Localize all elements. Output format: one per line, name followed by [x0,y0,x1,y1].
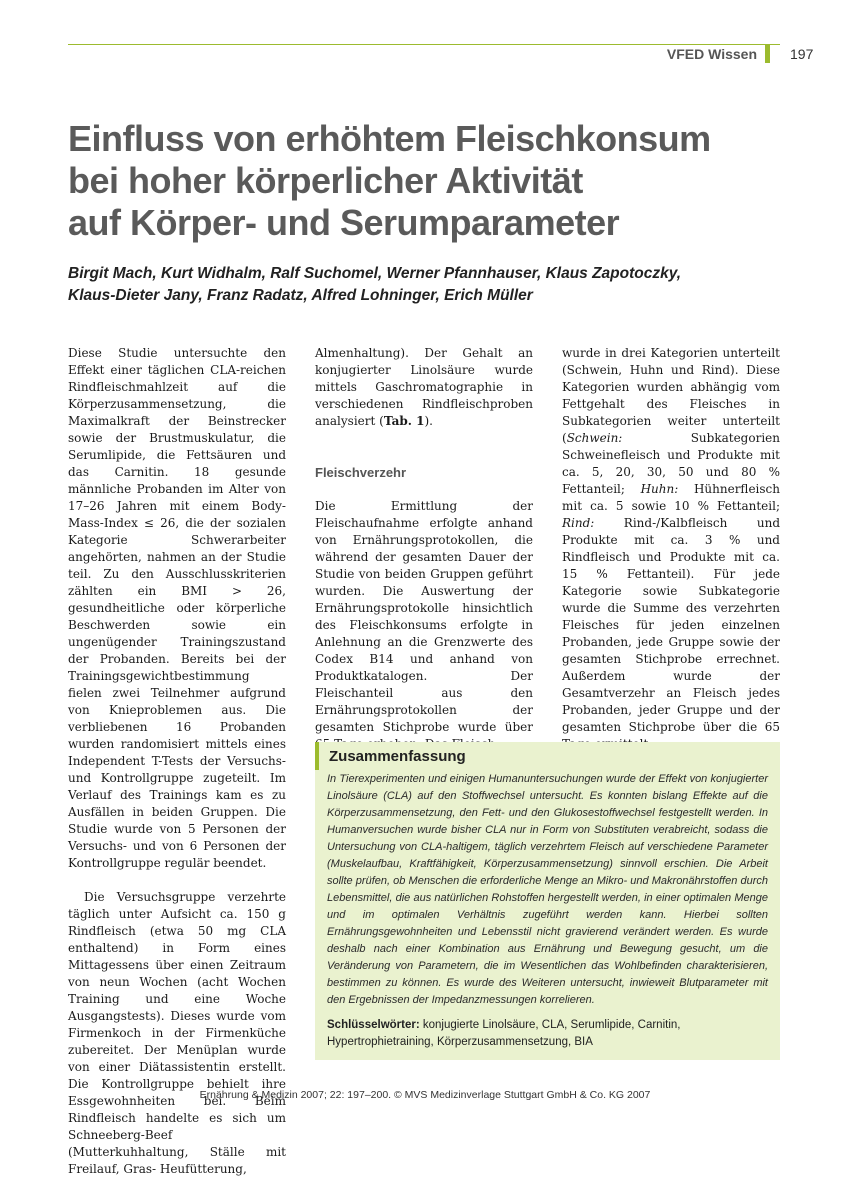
body-paragraph: Die Versuchsgruppe verzehrte täglich unter Aufsicht ca. 150 g Rindfleisch (etwa 50 mg CLA enthaltend) in Form eines Mittagessens über einen Zeitraum von neun Wochen (acht Wochen Training und eine Woche Ausgangstests). Dieses wurde vom Firmenkoch in der Firmenküche zubereitet. Der Menüplan wurde von einer Diätassistentin erstellt. Die Kontrollgruppe behielt ihre Essgewohnheiten bei. Beim Rindfleisch handelte es sich um Schneeberg-Beef (Mutterkuhhaltung, Ställe mit Freilauf, Gras- Heufütterung, [68,890,286,1176]
abstract-text: In Tierexperimenten und einigen Humanuntersuchungen wurde der Effekt von konjugierter Linolsäure (CLA) auf den Stoffwechsel untersucht. Es konnten bislang Effekte auf die Körperzusammensetzung, den Fett- und den Glukosestoffwechsel festgestellt werden. In Humanversuchen wurde bisher CLA nur in Form von Substituten verabreicht, sodass die Untersuchung von CLA-haltigem, täglich verzehrtem Fleisch auf verschiedene Parameter (Muskelaufbau, Kraftfähigkeit, Körperzusammensetzung) sinnvoll erschien. Die Arbeit sollte prüfen, ob Menschen die erforderliche Menge an Mikro- und Makronährstoffen durch Lebensmittel, die aus natürlichen Rohstoffen hergestellt werden, in einer optimalen Menge und im optimalen Verhältnis zugeführt werden kann. Hierbei sollten Ernährungsgewohnheiten und Lebensstil nicht gravierend verändert werden. Es wurde deshalb nach einer Kombination aus Ernährung und Bewegung gesucht, um die Veränderung von Parametern, die im Wesentlichen das Wohlbefinden charakterisieren, bestimmen zu können. Es wurde des Weiteren untersucht, inwieweit Blutparameter mit den Ergebnissen der Impedanzmessungen korrelieren. [327,773,768,1006]
table-reference-link[interactable]: Tab. 1 [383,414,425,428]
body-paragraph: Diese Studie untersuchte den Effekt einer täglichen CLA-reichen Rindfleischmahlzeit auf die Körperzusammensetzung, die Maximalkraft der Beinstrecker sowie der Brustmuskulatur, die Serumlipide, die Fettsäuren und das Carnitin. 18 gesunde männliche Probanden im Alter von 17–26 Jahren mit einem Body-Mass-Index ≤ 26, die der sozialen Kategorie Schwerarbeiter angehörten, nahmen an der Studie teil. Zu den Ausschlusskriterien zählten ein BMI > 26, gesundheitliche oder körperliche Beschwerden sowie ein ungenügender Trainingszustand der Probanden. Bereits bei der Trainingsgewichtbestimmung fielen zwei Teilnehmer aufgrund von Knieproblemen aus. Die verbliebenen 16 Probanden wurden randomisiert mittels eines Independent T-Tests der Versuchs- und Kontrollgruppe zugeteilt. Im Verlauf des Trainings kam es zu Ausfällen in beiden Gruppen. Die Studie wurde von 5 Personen der Versuchs- und von 6 Personen der Kontrollgruppe regulär beendet. [68,346,286,870]
abstract-title: Zusammenfassung [329,748,466,765]
abstract-accent-bar [315,742,319,770]
abstract-box [315,742,780,1060]
text-column-2 [315,345,533,753]
page-number: 197 [790,46,814,62]
keywords: Schlüsselwörter: konjugierte Linolsäure, CLA, Serumlipide, Carnitin, Hypertrophietraining, Körperzusammensetzung, BIA [327,1019,681,1048]
citation-footer: Ernährung & Medizin 2007; 22: 197–200. © MVS Medizinverlage Stuttgart GmbH & Co. KG 2007 [199,1089,651,1101]
text-column-3 [562,345,780,753]
text-column-1 [68,345,286,1178]
author-list: Birgit Mach, Kurt Widhalm, Ralf Suchomel, Werner Pfannhauser, Klaus Zapotoczky, Klaus-Dieter Jany, Franz Radatz, Alfred Lohninger, Erich Müller [68,265,682,304]
body-paragraph: Almenhaltung). Der Gehalt an konjugierter Linolsäure wurde mittels Gaschromatographie in verschiedenen Rindfleischproben analysiert (Tab. 1). [315,346,533,428]
journal-section-label: VFED Wissen [667,45,770,63]
body-paragraph: wurde in drei Kategorien unterteilt (Schwein, Huhn und Rind). Diese Kategorien wurden abhängig vom Fettgehalt des Fleisches in Subkategorien weiter unterteilt (Schwein: Subkategorien Schweinefleisch und Produkte mit ca. 5, 20, 30, 50 und 80 % Fettanteil; Huhn: Hühnerfleisch mit ca. 5 sowie 10 % Fettanteil; Rind: Rind-/Kalbfleisch und Produkte mit ca. 3 % und Rindfleisch und Produkte mit ca. 15 % Fettanteil). Für jede Kategorie sowie Subkategorie wurde die Summe des verzehrten Fleisches für jeden einzelnen Probanden, jede Gruppe sowie der gesamten Stichprobe errechnet. Außerdem wurde der Gesamtverzehr an Fleisch jedes Probanden, jeder Gruppe und der gesamten Stichprobe über die 65 [562,346,780,734]
body-paragraph: Die Ermittlung der Fleischaufnahme erfolgte anhand von Ernährungsprotokollen, die während der gesamten Dauer der Studie von beiden Gruppen geführt wurden. Die Auswertung der Ernährungsprotokolle hinsichtlich des Fleischkonsums erfolgte in Anlehnung an die Grenzwerte des Codex B14 und anhand von Produktkatalogen. Der Fleischanteil aus den Ernährungsprotokollen der gesamten Stichprobe wurde über [315,499,533,734]
section-heading: Fleischverzehr [315,465,407,480]
article-title: Einfluss von erhöhtem Fleischkonsum bei hoher körperlicher Aktivität auf Körper- und Serumparameter [68,118,711,243]
